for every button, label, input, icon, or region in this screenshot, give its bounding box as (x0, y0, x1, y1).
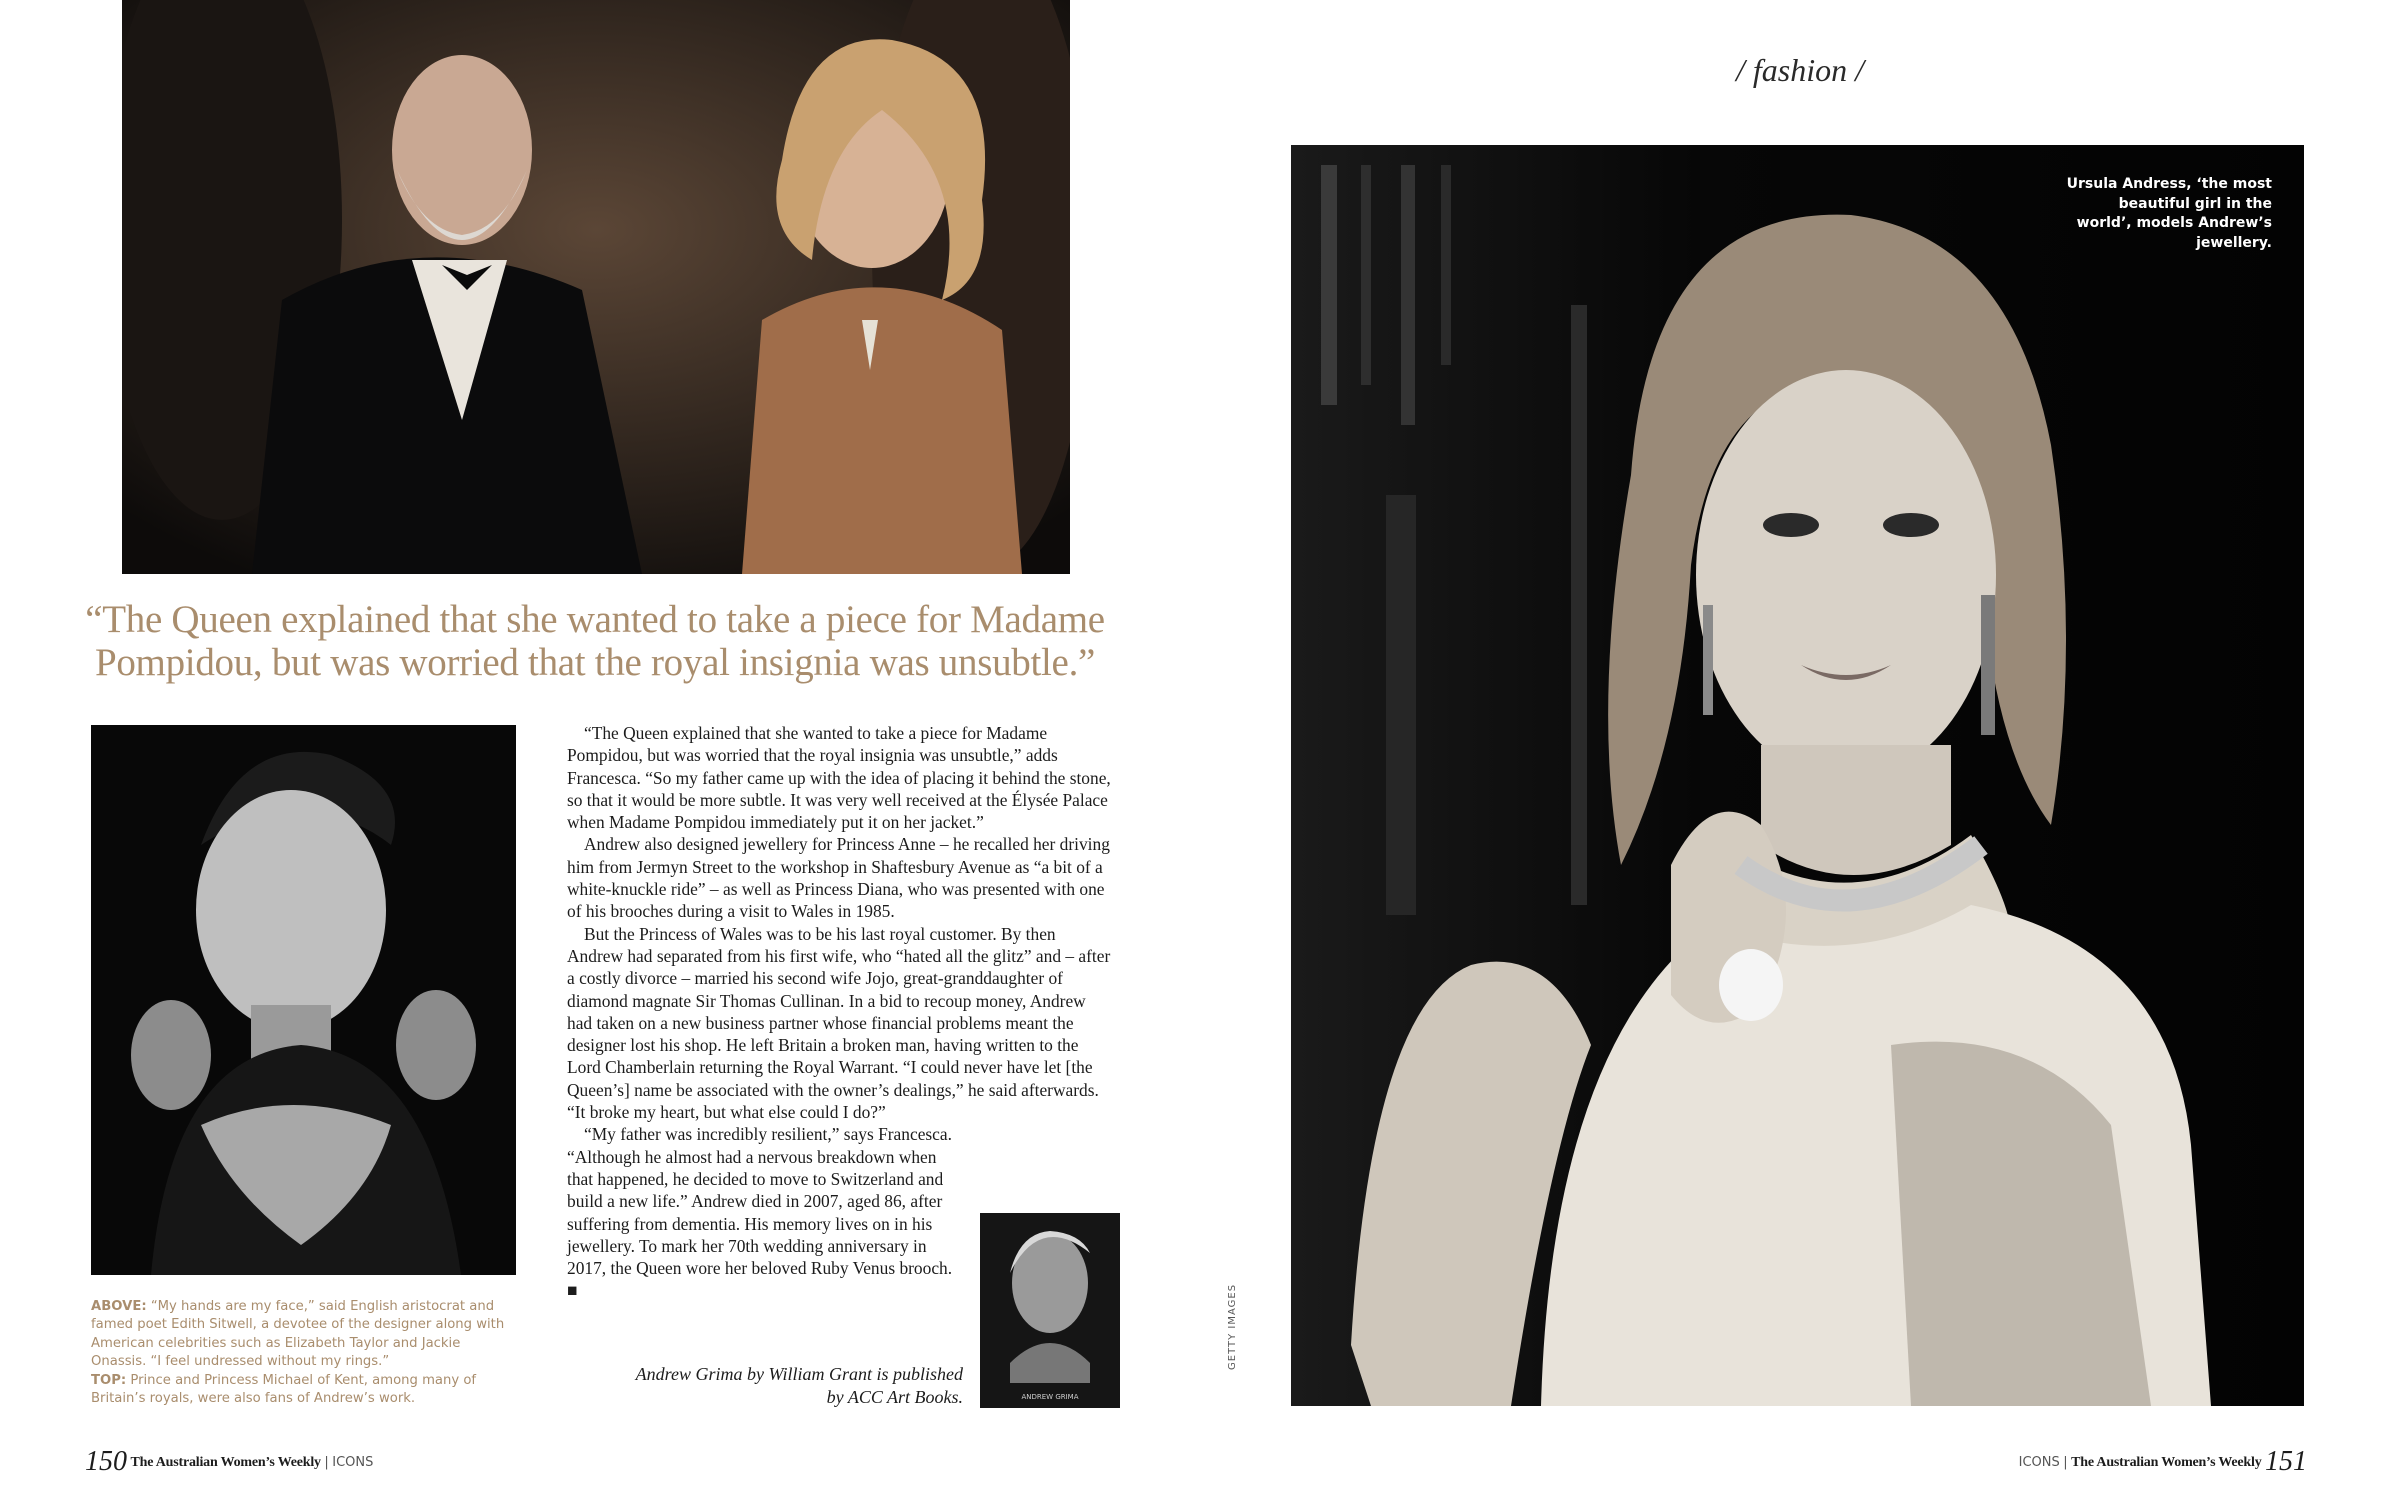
pull-quote: “The Queen explained that she wanted to take a piece for Madame Pompidou, but was worried that the royal insignia was unsubtle.” (85, 598, 1105, 684)
book-credit: Andrew Grima by William Grant is published by ACC Art Books. (635, 1364, 963, 1407)
book-cover (980, 1213, 1120, 1408)
photo-credit: GETTY IMAGES (1227, 1283, 1238, 1370)
caption-top-label: TOP: (91, 1372, 127, 1388)
caption-block (91, 1298, 506, 1408)
footer-separator: | (2063, 1455, 2068, 1470)
body-paragraph: “My father was incredibly resilient,” says Francesca. “Although he almost had a nervous breakdown when that happened, he decided to move to Switzerland and build a new life.” Andrew died in 2007, aged 86, after suffering from dementia. His memory lives on in his jewellery. To mark her 70th wedding anniversary in 2017, the Queen wore her beloved Ruby Venus brooch. ■ (567, 1124, 953, 1301)
section-header: / fashion / (1735, 52, 1864, 88)
body-paragraph: “The Queen explained that she wanted to take a piece for Madame Pompidou, but was worried that the royal insignia was unsubtle,” adds Francesca. “So my father came up with the idea of placing it behind the stone, so that it would be more subtle. It was very well received at the Élysée Palace when Madame Pompidou immediately put it on her jacket.” (567, 723, 1111, 833)
book-cover-title: ANDREW GRIMA (1021, 1393, 1079, 1401)
caption-above-text: “My hands are my face,” said English aristocrat and famed poet Edith Sitwell, a devotee of the designer along with American celebrities such as Elizabeth Taylor and Jackie Onassis. “I feel undressed without my rings.” (91, 1299, 505, 1370)
page-number: 150 (85, 1446, 127, 1477)
caption-above-label: ABOVE: (91, 1299, 147, 1314)
body-paragraph: Andrew also designed jewellery for Princess Anne – he recalled her driving him from Jermyn Street to the workshop in Shaftesbury Avenue as “a bit of a white-knuckle ride” – as well as Princess Diana, who was presented with one of his brooches during a visit to Wales in 1985. (567, 834, 1110, 922)
sitwell-photo (91, 725, 516, 1275)
footer-right (2019, 1446, 2307, 1478)
footer-left (85, 1446, 373, 1478)
page-number: 151 (2265, 1446, 2307, 1477)
royals-photo (122, 0, 1070, 574)
publication-name: The Australian Women’s Weekly (130, 1455, 321, 1470)
body-paragraph: But the Princess of Wales was to be his last royal customer. By then Andrew had separated from his first wife, who “hated all the glitz” and – after a costly divorce – married his second wife Jojo, great-granddaughter of diamond magnate Sir Thomas Cullinan. In a bid to recoup money, Andrew had taken on a new business partner whose financial problems meant the designer lost his shop. He left Britain a broken man, having written to the Lord Chamberlain returning the Royal Warrant. “I could never have let [the Queen’s] name be associated with the owner’s dealings,” he said afterwards. “It broke my heart, but what else could I do?” (567, 923, 1111, 1123)
footer-separator: | (324, 1455, 329, 1470)
andress-photo (1291, 145, 2304, 1406)
caption-top-text: Prince and Princess Michael of Kent, among many of Britain’s royals, were also fans of Andrew’s work. (91, 1372, 477, 1407)
publication-name: The Australian Women’s Weekly (2071, 1455, 2262, 1470)
footer-section: ICONS (2018, 1455, 2060, 1470)
andress-caption: Ursula Andress, ‘the most beautiful girl in the world’, models Andrew’s jewellery. (2066, 176, 2272, 251)
footer-section: ICONS (332, 1455, 374, 1470)
